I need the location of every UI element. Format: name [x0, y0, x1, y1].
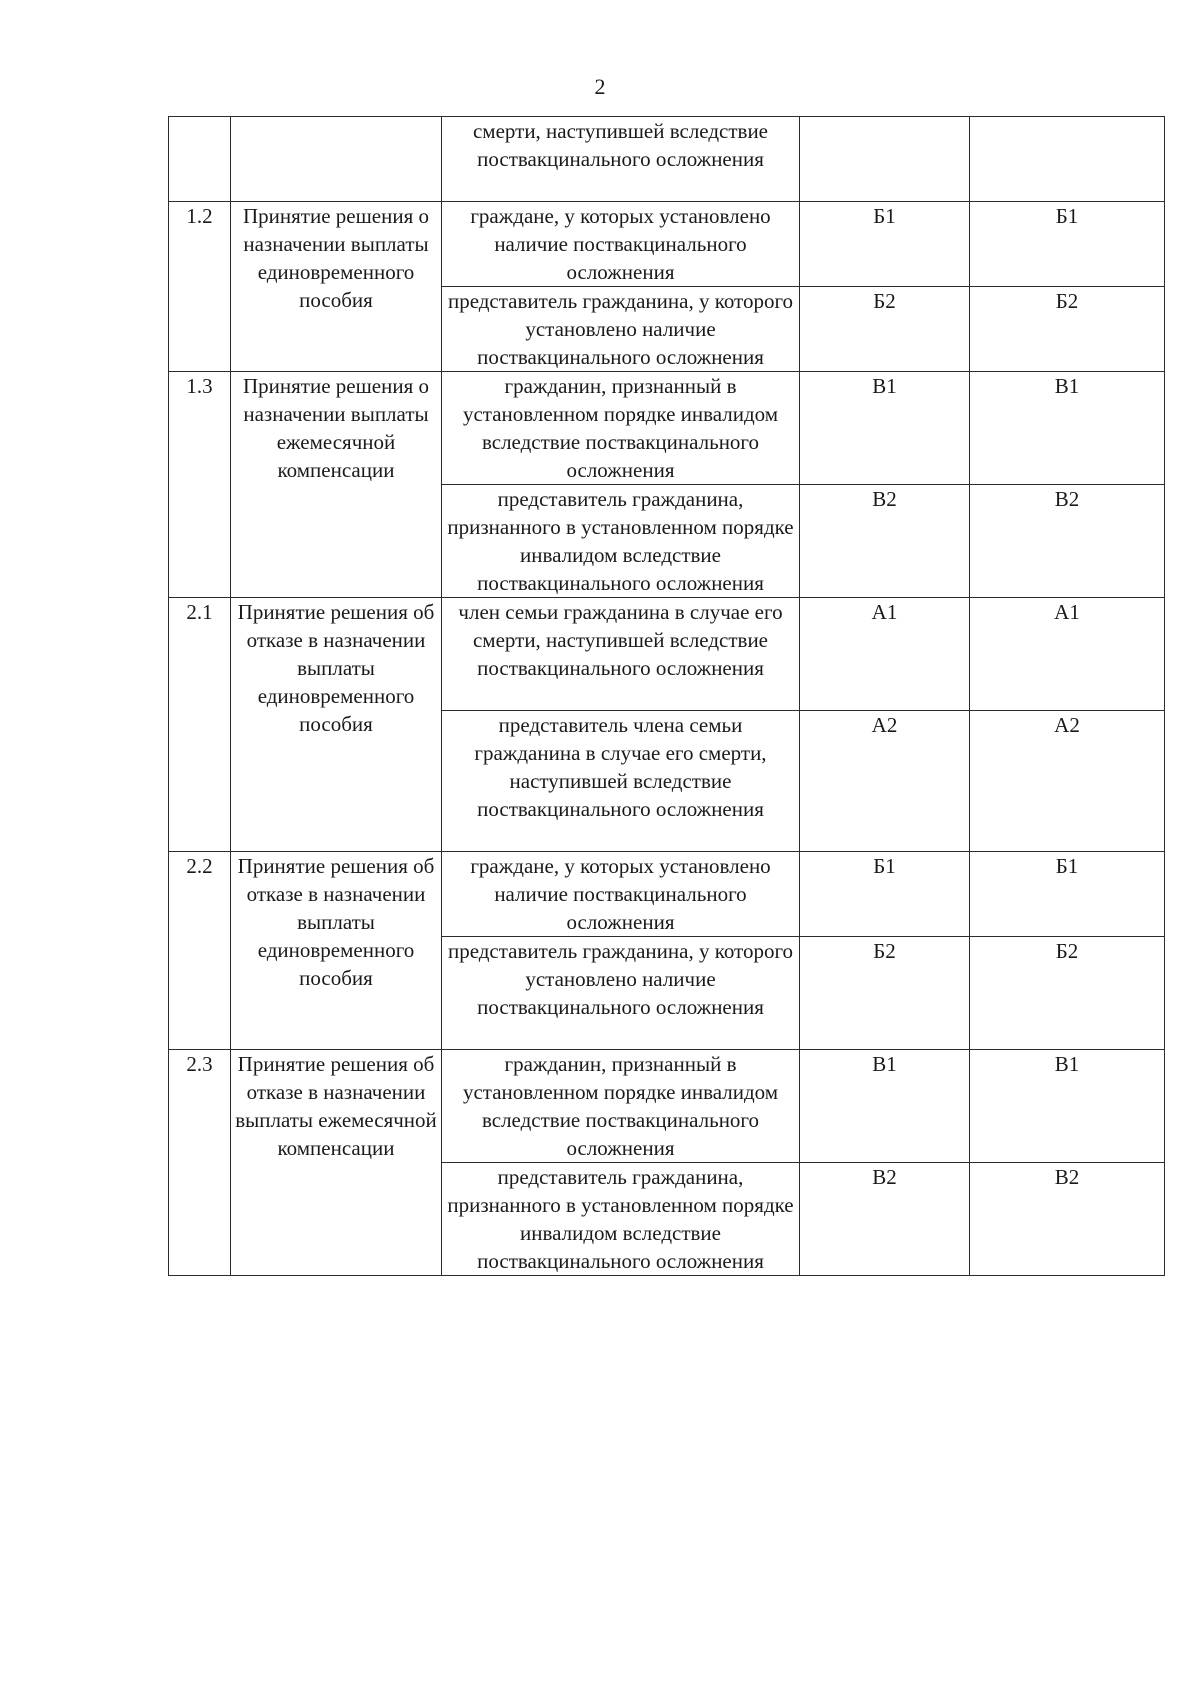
decision-cell: Принятие решения об отказе в назначении выплаты единовременного пособия	[231, 598, 442, 852]
category-cell: смерти, наступившей вследствие поствакцинального осложнения	[442, 117, 800, 202]
decision-cell: Принятие решения о назначении выплаты единовременного пособия	[231, 202, 442, 372]
code-cell-1: Б2	[800, 937, 970, 1050]
code-cell-2: Б2	[970, 287, 1165, 372]
table-row	[169, 372, 1165, 485]
code-cell-2: В2	[970, 1163, 1165, 1276]
code-cell-1: В2	[800, 1163, 970, 1276]
table-row	[169, 852, 1165, 937]
category-cell: граждане, у которых установлено наличие поствакцинального осложнения	[442, 202, 800, 287]
category-cell: гражданин, признанный в установленном порядке инвалидом вследствие поствакцинального осложнения	[442, 1050, 800, 1163]
code-cell-2: Б1	[970, 852, 1165, 937]
code-cell-2: А2	[970, 711, 1165, 852]
category-cell: представитель гражданина, у которого установлено наличие поствакцинального осложнения	[442, 937, 800, 1050]
document-table	[168, 116, 1165, 1276]
code-cell-1: Б1	[800, 202, 970, 287]
row-number: 2.2	[169, 852, 231, 1050]
category-cell: граждане, у которых установлено наличие поствакцинального осложнения	[442, 852, 800, 937]
decision-cell: Принятие решения об отказе в назначении выплаты единовременного пособия	[231, 852, 442, 1050]
page-number: 2	[594, 74, 606, 99]
code-cell-2: А1	[970, 598, 1165, 711]
table-row	[169, 1050, 1165, 1163]
code-cell-1: А2	[800, 711, 970, 852]
code-cell-2: Б1	[970, 202, 1165, 287]
code-cell-1	[800, 117, 970, 202]
code-cell-2	[970, 117, 1165, 202]
category-cell: гражданин, признанный в установленном порядке инвалидом вследствие поствакцинального осложнения	[442, 372, 800, 485]
decision-cell: Принятие решения об отказе в назначении выплаты ежемесячной компенсации	[231, 1050, 442, 1276]
decision-cell	[231, 117, 442, 202]
row-number: 1.2	[169, 202, 231, 372]
code-cell-2: В2	[970, 485, 1165, 598]
category-cell: представитель гражданина, признанного в установленном порядке инвалидом вследствие поствакцинального осложнения	[442, 1163, 800, 1276]
row-number: 1.3	[169, 372, 231, 598]
decision-cell: Принятие решения о назначении выплаты ежемесячной компенсации	[231, 372, 442, 598]
category-cell: представитель гражданина, у которого установлено наличие поствакцинального осложнения	[442, 287, 800, 372]
row-number	[169, 117, 231, 202]
code-cell-1: Б1	[800, 852, 970, 937]
code-cell-1: В2	[800, 485, 970, 598]
code-cell-2: В1	[970, 1050, 1165, 1163]
category-cell: член семьи гражданина в случае его смерти, наступившей вследствие поствакцинального осложнения	[442, 598, 800, 711]
table-row	[169, 598, 1165, 711]
code-cell-2: В1	[970, 372, 1165, 485]
table-row	[169, 202, 1165, 287]
code-cell-2: Б2	[970, 937, 1165, 1050]
row-number: 2.3	[169, 1050, 231, 1276]
code-cell-1: Б2	[800, 287, 970, 372]
code-cell-1: В1	[800, 1050, 970, 1163]
code-cell-1: А1	[800, 598, 970, 711]
category-cell: представитель гражданина, признанного в установленном порядке инвалидом вследствие поствакцинального осложнения	[442, 485, 800, 598]
table-row	[169, 117, 1165, 202]
code-cell-1: В1	[800, 372, 970, 485]
category-cell: представитель члена семьи гражданина в случае его смерти, наступившей вследствие поствакцинального осложнения	[442, 711, 800, 852]
row-number: 2.1	[169, 598, 231, 852]
